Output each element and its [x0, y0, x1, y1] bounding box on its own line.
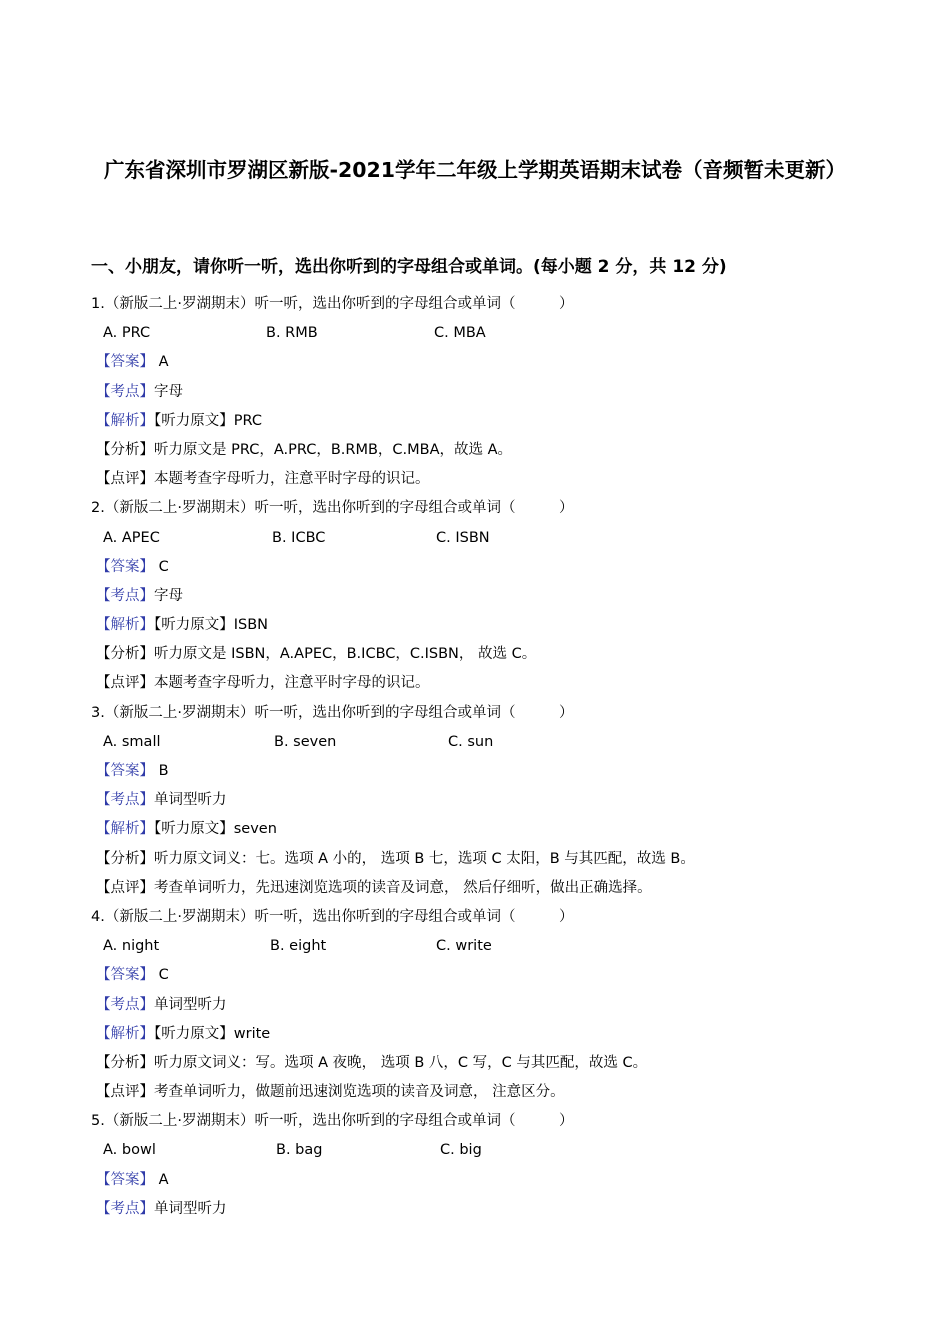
- answer-tag: 【答案】: [96, 354, 154, 371]
- analysis-line: [91, 1020, 891, 1049]
- option-c: C. write: [436, 938, 492, 955]
- question-stem: 2.（新版二上·罗湖期末）听一听，选出你听到的字母组合或单词（ ）: [91, 500, 574, 517]
- options-row: [91, 932, 891, 961]
- dianping-line: 【点评】本题考查字母听力，注意平时字母的识记。: [96, 675, 430, 692]
- answer-line: [91, 961, 891, 990]
- options-row: [91, 524, 891, 553]
- answer-text: A: [154, 1171, 169, 1188]
- options-row: [91, 1136, 891, 1165]
- point-line: [91, 786, 891, 815]
- fenxi-line: 【分析】听力原文是 PRC，A.PRC，B.RMB，C.MBA，故选 A。: [96, 441, 513, 458]
- analysis-line: [91, 815, 891, 844]
- option-a: A. small: [103, 733, 161, 750]
- point-tag: 【考点】: [96, 1200, 154, 1217]
- options-row: [91, 728, 891, 757]
- answer-text: B: [154, 763, 169, 779]
- option-b: B. eight: [270, 938, 327, 955]
- point-tag: 【考点】: [96, 587, 154, 604]
- option-c: C. ISBN: [436, 529, 490, 546]
- option-c: C. sun: [448, 733, 494, 750]
- question-stem: 5.（新版二上·罗湖期末）听一听，选出你听到的字母组合或单词（ ）: [91, 1113, 574, 1130]
- analysis-tag: 【解析】: [96, 617, 154, 634]
- analysis-tag: 【解析】: [96, 1025, 154, 1042]
- option-b: B. ICBC: [272, 529, 326, 546]
- point-tag: 【考点】: [96, 383, 154, 400]
- analysis-line: [91, 611, 891, 640]
- point-line: [91, 378, 891, 407]
- analysis-text: 【听力原文】PRC: [154, 412, 262, 429]
- answer-tag: 【答案】: [96, 1171, 154, 1188]
- point-line: [91, 991, 891, 1020]
- point-text: 单词型听力: [154, 792, 227, 809]
- answer-text: A: [154, 354, 169, 371]
- question-stem: 1.（新版二上·罗湖期末）听一听，选出你听到的字母组合或单词（ ）: [91, 296, 574, 312]
- analysis-text: 【听力原文】seven: [154, 821, 277, 838]
- fenxi-line: 【分析】听力原文词义：七。选项 A 小的， 选项 B 七，选项 C 太阳，B 与其匹配，故选 B。: [96, 850, 695, 867]
- document-title: 广东省深圳市罗湖区新版-2021学年二年级上学期英语期末试卷（音频暂未更新）: [103, 158, 847, 182]
- answer-text: C: [154, 967, 169, 984]
- analysis-text: 【听力原文】write: [154, 1025, 271, 1042]
- option-a: A. PRC: [103, 325, 151, 342]
- dianping-line: 【点评】考查单词听力，做题前迅速浏览选项的读音及词意， 注意区分。: [96, 1084, 565, 1101]
- question-stem: 3.（新版二上·罗湖期末）听一听，选出你听到的字母组合或单词（ ）: [91, 704, 574, 721]
- option-b: B. seven: [274, 733, 337, 750]
- analysis-tag: 【解析】: [96, 821, 154, 838]
- dianping-line: 【点评】本题考查字母听力，注意平时字母的识记。: [96, 471, 430, 488]
- answer-line: [91, 1166, 891, 1195]
- question-stem: 4.（新版二上·罗湖期末）听一听，选出你听到的字母组合或单词（ ）: [91, 908, 574, 925]
- fenxi-line: 【分析】听力原文是 ISBN，A.APEC，B.ICBC，C.ISBN， 故选 C。: [96, 646, 537, 663]
- answer-line: [91, 348, 891, 377]
- option-a: A. night: [103, 938, 160, 955]
- point-text: 字母: [154, 587, 183, 604]
- answer-text: C: [154, 558, 169, 575]
- point-line: [91, 582, 891, 611]
- analysis-tag: 【解析】: [96, 412, 154, 429]
- option-c: C. MBA: [434, 325, 486, 342]
- point-text: 字母: [154, 383, 183, 400]
- question-list: [91, 290, 891, 1224]
- section-heading: 一、小朋友，请你听一听，选出你听到的字母组合或单词。(每小题 2 分，共 12 分): [91, 257, 727, 277]
- option-a: A. bowl: [103, 1142, 156, 1159]
- fenxi-line: 【分析】听力原文词义：写。选项 A 夜晚， 选项 B 八，C 写，C 与其匹配，故选 C。: [96, 1054, 648, 1071]
- point-tag: 【考点】: [96, 792, 154, 809]
- answer-tag: 【答案】: [96, 558, 154, 575]
- option-c: C. big: [440, 1142, 482, 1159]
- option-b: B. bag: [276, 1142, 323, 1159]
- answer-line: [91, 553, 891, 582]
- dianping-line: 【点评】考查单词听力，先迅速浏览选项的读音及词意， 然后仔细听，做出正确选择。: [96, 879, 652, 896]
- point-text: 单词型听力: [154, 1200, 227, 1217]
- point-line: [91, 1195, 891, 1224]
- option-a: A. APEC: [103, 529, 160, 546]
- answer-tag: 【答案】: [96, 763, 154, 779]
- answer-line: [91, 757, 891, 786]
- point-text: 单词型听力: [154, 996, 227, 1013]
- options-row: [91, 319, 891, 348]
- answer-tag: 【答案】: [96, 967, 154, 984]
- analysis-line: [91, 407, 891, 436]
- option-b: B. RMB: [266, 325, 318, 342]
- point-tag: 【考点】: [96, 996, 154, 1013]
- analysis-text: 【听力原文】ISBN: [154, 617, 269, 634]
